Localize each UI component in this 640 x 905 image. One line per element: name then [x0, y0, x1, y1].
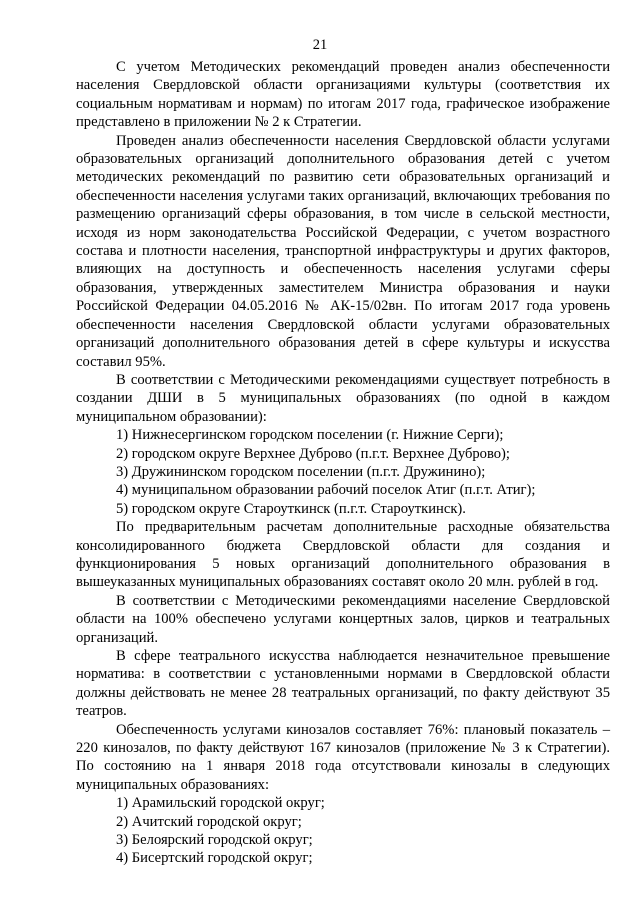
list-item: 3) Дружининском городском поселении (п.г.т. Дружинино);: [116, 463, 486, 480]
list-item: 4) Бисертский городской округ;: [116, 850, 313, 867]
list-item: 3) Белоярский городской округ;: [116, 832, 313, 849]
paragraph-dshi-need: В соответствии с Методическими рекомендациями существует потребность в создании ДШИ в 5 муниципальных образованиях (по одной в каждом муниципальном образовании):: [76, 371, 610, 425]
paragraph-education-analysis: Проведен анализ обеспеченности населения Свердловской области услугами образовательных организаций дополнительного образования детей с учетом методических рекомендаций по развитию сети образовательных организаций и обеспеченности населения услугами таких организаций, включающих требования по размещению организаций сферы образования, в том числе в сельской местности, исходя из норм законодательства Российской Федерации, с учетом возрастного состава и плотности населения, транспортной инфраструктуры и других факторов, влияющих на доступность и обеспеченность населения услугами сферы образования, утвержденных заместителем Министра образования и науки Российской Федерации 04.05.2016 № АК-15/02вн. По итогам 2017 года уровень обеспеченности населения Свердловской области услугами образовательных организаций дополнительного образования детей в сфере культуры и искусства составил 95%.: [76, 132, 610, 370]
paragraph-concert-halls: В соответствии с Методическими рекомендациями население Свердловской области на 100% обеспечено услугами концертных залов, цирков и театральных организаций.: [76, 592, 610, 646]
list-item: 2) городском округе Верхнее Дуброво (п.г.т. Верхнее Дуброво);: [116, 445, 510, 462]
document-body: [76, 58, 610, 868]
cinema-missing-list: [76, 794, 610, 868]
paragraph-cinemas: Обеспеченность услугами кинозалов составляет 76%: плановый показатель – 220 кинозалов, по факту действуют 167 кинозалов (приложение № 3 к Стратегии). По состоянию на 1 января 2018 года отсутствовали кинозалы в следующих муниципальных образованиях:: [76, 721, 610, 793]
paragraph-theatres: В сфере театрального искусства наблюдается незначительное превышение норматива: в соответствии с установленными нормами в Свердловской области должны действовать не менее 28 театральных организаций, по факту действуют 35 театров.: [76, 648, 610, 720]
dshi-municipality-list: [76, 426, 610, 518]
page-number: 21: [312, 37, 328, 53]
list-item: 1) Нижнесергинском городском поселении (г. Нижние Серги);: [116, 427, 504, 444]
list-item: 2) Ачитский городской округ;: [116, 813, 302, 830]
list-item: 5) городском округе Староуткинск (п.г.т. Староуткинск).: [116, 500, 466, 517]
list-item: 1) Арамильский городской округ;: [116, 795, 325, 812]
paragraph-culture-analysis: С учетом Методических рекомендаций проведен анализ обеспеченности населения Свердловской области организациями культуры (соответствия их социальным нормативам и нормам) по итогам 2017 года, графическое изображение представлено в приложении № 2 к Стратегии.: [76, 59, 610, 131]
list-item: 4) муниципальном образовании рабочий поселок Атиг (п.г.т. Атиг);: [116, 482, 536, 499]
paragraph-budget-estimate: По предварительным расчетам дополнительные расходные обязательства консолидированного бюджета Свердловской области для создания и функционирования 5 новых организаций дополнительного образования в вышеуказанных муниципальных образованиях составят около 20 млн. рублей в год.: [76, 519, 610, 591]
